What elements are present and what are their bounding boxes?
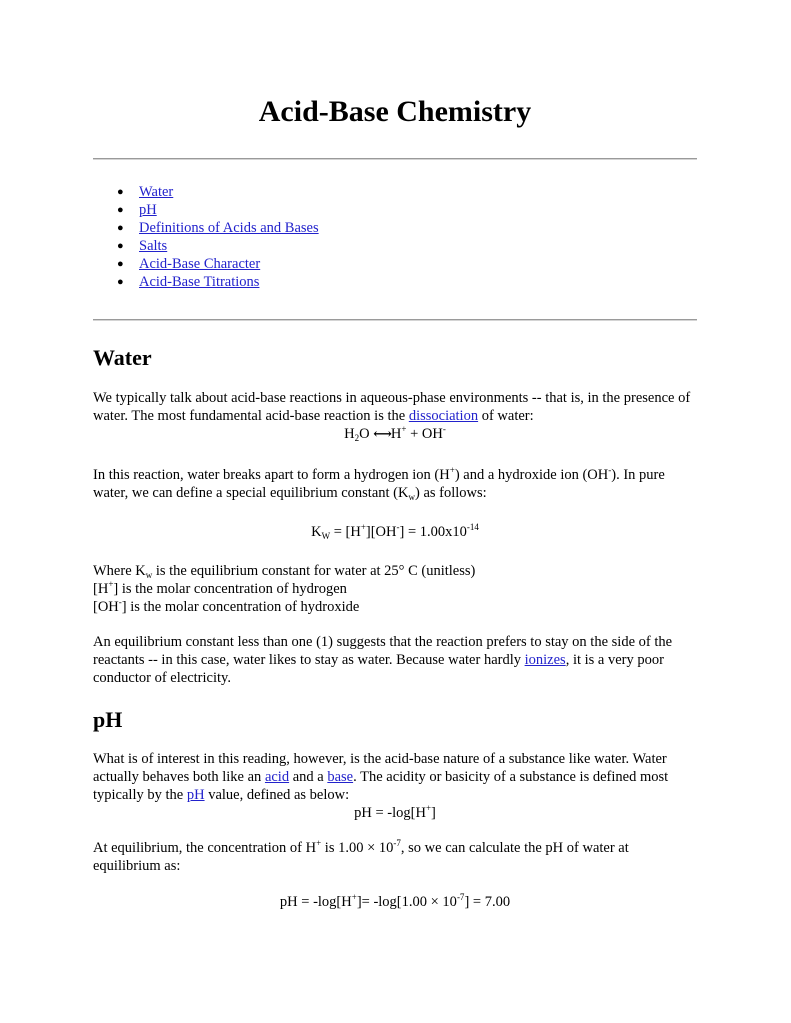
- link-ph[interactable]: pH: [186, 787, 205, 803]
- toc-link-character[interactable]: Acid-Base Character: [139, 256, 261, 272]
- equation-kw: $K_W = [H^+][OH^-] = 1.00x10^{-14}$: [311, 522, 479, 541]
- toc-item-definitions: [93, 219, 319, 237]
- toc-link-salts[interactable]: Salts: [139, 238, 168, 254]
- bullet-icon: ●: [117, 276, 124, 288]
- water-intro: We typically talk about acid-base reactions in aqueous-phase environments -- that is, in the presence of water. The most fundamental acid-base reaction is the dissociation of water: $H_2O$ ⟷H+ + OH-: [93, 389, 697, 443]
- toc-item-titrations: [93, 273, 319, 291]
- ph-paragraph-1: What is of interest in this reading, however, is the acid-base nature of a substance like water. Water actually behaves both like an acid and a base. The acidity or basicity of a substance is defined most typically by the pH value, defined as below: pH = -log[H+]: [93, 750, 697, 822]
- toc-item-salts: [93, 237, 319, 255]
- page-title: Acid-Base Chemistry: [258, 95, 532, 128]
- link-base[interactable]: base: [327, 769, 354, 785]
- equation-dissociation: $H_2O$ ⟷H+ + OH-: [344, 424, 446, 443]
- equilibrium-arrow-icon: ⟷: [373, 426, 391, 441]
- bullet-icon: ●: [117, 186, 124, 198]
- bullet-icon: ●: [117, 204, 124, 216]
- divider-top: [93, 158, 697, 160]
- toc-item-character: [93, 255, 319, 273]
- equation-ph-definition: pH = -log[H+]: [354, 803, 436, 821]
- equation-ph-water: pH = $-\log[H^+]= -\log[1.00 \times 10^{-7}] = 7.00$: [279, 892, 511, 910]
- bullet-icon: ●: [117, 258, 124, 270]
- water-definitions: Where $K_w$ is the equilibrium constant for water at 25° C (unitless) [H+] is the molar concentration of hydrogen [OH-] is the molar concentration of hydroxide: [93, 563, 476, 615]
- toc-link-definitions[interactable]: Definitions of Acids and Bases: [139, 220, 319, 236]
- link-ionizes[interactable]: ionizes: [524, 652, 566, 668]
- bullet-icon: ●: [117, 222, 124, 234]
- divider-bottom: [93, 319, 697, 321]
- toc-link-ph[interactable]: pH: [139, 202, 157, 218]
- water-paragraph-3: An equilibrium constant less than one (1) suggests that the reaction prefers to stay on the side of the reactants -- in this case, water likes to stay as water. Because water hardly ionizes, it is a very poor conductor of electricity.: [93, 634, 673, 686]
- link-dissociation[interactable]: dissociation: [408, 408, 479, 424]
- toc-link-water[interactable]: Water: [139, 184, 174, 200]
- table-of-contents: [93, 183, 319, 291]
- toc-link-titrations[interactable]: Acid-Base Titrations: [139, 274, 260, 290]
- ph-paragraph-2: At equilibrium, the concentration of H+ is $1.00 \times 10^{-7}$, so we can calculate the pH of water at equilibrium as:: [93, 838, 629, 874]
- bullet-icon: ●: [117, 240, 124, 252]
- water-paragraph-2: In this reaction, water breaks apart to form a hydrogen ion (H+) and a hydroxide ion (OH-). In pure water, we can define a special equilibrium constant $(K_w)$ as follows:: [93, 465, 665, 502]
- section-heading-water: Water: [93, 345, 152, 370]
- section-heading-ph: pH: [93, 707, 123, 732]
- toc-item-ph: [93, 201, 319, 219]
- link-acid[interactable]: acid: [264, 769, 290, 785]
- toc-item-water: [93, 183, 319, 201]
